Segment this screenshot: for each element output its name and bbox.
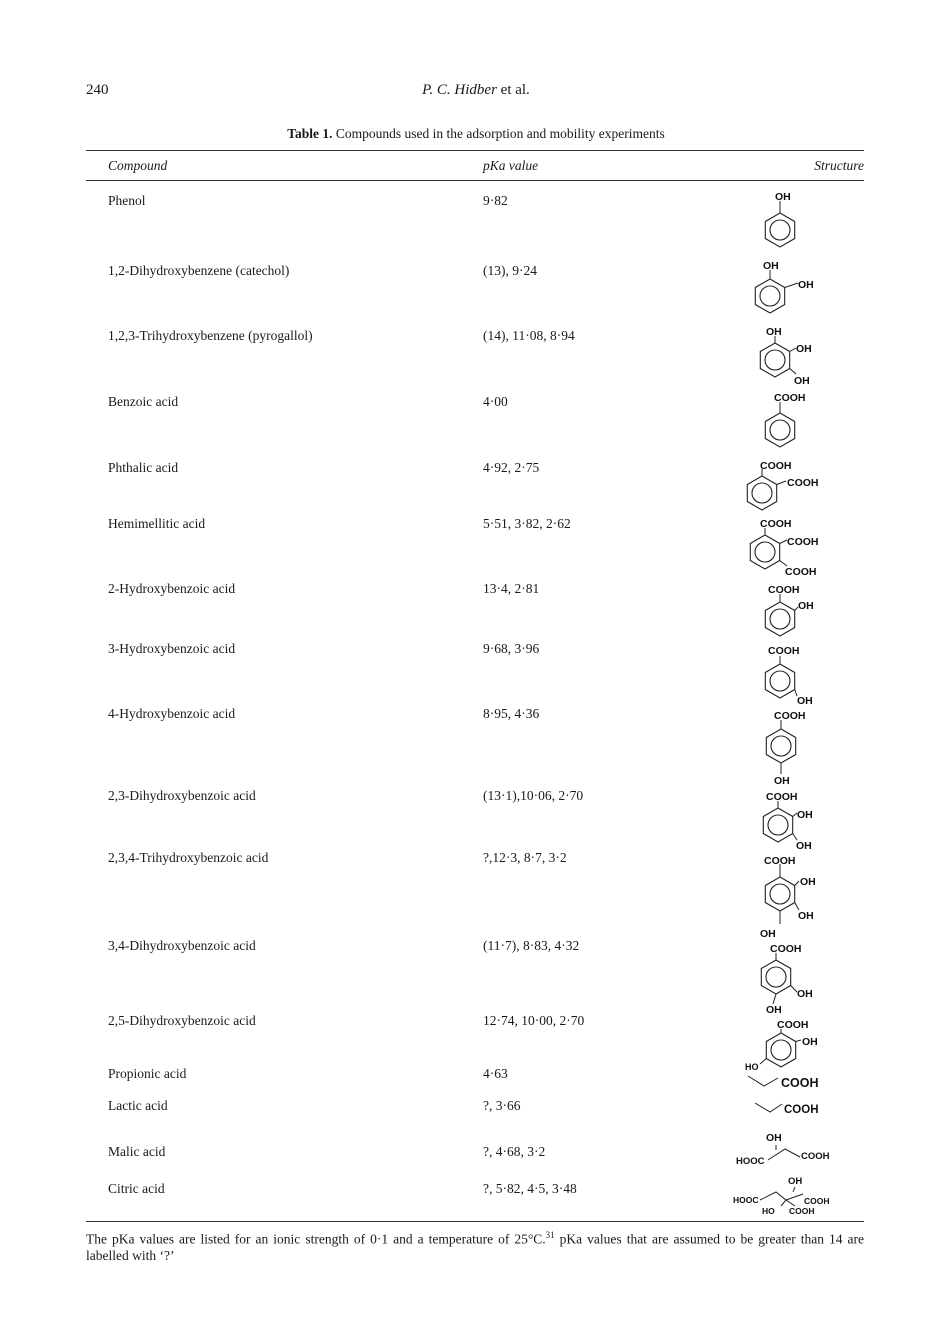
oh-label: OH [798,600,814,612]
structure-malic-acid [736,1132,830,1167]
compound-name: Lactic acid [108,1098,168,1113]
oh-label: OH [796,343,812,355]
footnote-text: The pKa values are listed for an ionic strength of 0·1 and a temperature of 25°C. [86,1231,546,1247]
table-title: Compounds used in the adsorption and mobility experiments [335,126,665,141]
compound-name: Hemimellitic acid [108,516,206,531]
structure-phthalic-acid [747,460,818,510]
running-head-authors: P. C. Hidber [422,82,497,98]
compound-name: Citric acid [108,1181,165,1196]
oh-label: OH [798,910,814,922]
pka-value: 4·63 [483,1066,508,1081]
cooh-label: COOH [768,645,800,657]
compound-name: 1,2,3-Trihydroxybenzene (pyrogallol) [108,328,313,343]
structure-phenol [765,191,794,247]
table-footnote [86,1227,864,1264]
pka-value: 4·00 [483,394,508,409]
footnote-text-continued: pKa values that are assumed to be greater than 14 are labelled with ‘?’ [86,1231,864,1263]
structure-2,3,4-trihydroxybenzoic-acid [760,855,816,940]
compound-name: 3,4-Dihydroxybenzoic acid [108,938,256,953]
cooh-label: COOH [768,584,800,596]
pka-value: 8·95, 4·36 [483,706,540,721]
oh-label: OH [760,928,776,940]
compound-name: Phenol [108,193,146,208]
cooh-label: COOH [787,536,819,548]
cooh-label: COOH [777,1019,809,1031]
oh-label: OH [774,775,790,787]
oh-label: OH [766,326,782,338]
running-head-etal: et al. [500,82,530,98]
cooh-label: COOH [785,566,817,578]
structure-benzoic-acid [765,392,805,447]
pka-value: ?, 5·82, 4·5, 3·48 [483,1181,577,1196]
oh-label: OH [797,695,813,707]
cooh-label: COOH [784,1104,819,1116]
structure-propionic-acid [748,1076,819,1090]
compound-name: 2,5-Dihydroxybenzoic acid [108,1013,256,1028]
compound-name: Propionic acid [108,1066,187,1081]
pka-value: 12·74, 10·00, 2·70 [483,1013,585,1028]
cooh-label: COOH [781,1076,819,1090]
table-label: Table 1. [287,126,333,141]
column-header-structure: Structure [814,158,864,173]
pka-value: ?, 3·66 [483,1098,521,1113]
page-number: 240 [86,82,109,98]
cooh-label: COOH [801,1151,830,1162]
oh-label: OH [794,375,810,387]
cooh-label: COOH [770,943,802,955]
oh-label: OH [766,1132,782,1144]
ho-label: HO [745,1062,759,1072]
oh-label: OH [766,1004,782,1016]
oh-label: OH [797,988,813,1000]
pka-value: (13), 9·24 [483,263,537,278]
hooc-label: HOOC [733,1195,759,1205]
structure-citric-acid [733,1176,830,1216]
compound-name: Benzoic acid [108,394,179,409]
structure-4-hydroxybenzoic-acid [766,710,805,787]
compound-name: 4-Hydroxybenzoic acid [108,706,236,721]
oh-label: OH [798,279,814,291]
cooh-label: COOH [764,855,796,867]
oh-label: OH [775,191,791,203]
structure-hemimellitic-acid [750,518,818,578]
cooh-label: COOH [760,460,792,472]
cooh-label: COOH [774,710,806,722]
oh-label: OH [796,840,812,852]
oh-label: OH [797,809,813,821]
structure-lactic-acid [755,1103,819,1116]
structure-2,3-dihydroxybenzoic-acid [763,791,812,852]
cooh-label: COOH [760,518,792,530]
pka-value: (11·7), 8·83, 4·32 [483,938,580,953]
compound-name: 3-Hydroxybenzoic acid [108,641,236,656]
cooh-label: COOH [789,1206,815,1216]
pka-value: (13·1),10·06, 2·70 [483,788,584,803]
column-header-pka: pKa value [483,158,539,173]
pka-value: 9·82 [483,193,508,208]
cooh-label: COOH [804,1196,830,1206]
cooh-label: COOH [774,392,806,404]
compound-name: 2-Hydroxybenzoic acid [108,581,236,596]
oh-label: OH [800,876,816,888]
compound-name: 2,3,4-Trihydroxybenzoic acid [108,850,269,865]
pka-value: 13·4, 2·81 [483,581,540,596]
table-bottom-rule [86,1221,864,1222]
pka-value: (14), 11·08, 8·94 [483,328,575,343]
pka-value: ?,12·3, 8·7, 3·2 [483,850,567,865]
footnote-reference: 31 [545,1230,555,1240]
structure-3-hydroxybenzoic-acid [765,645,812,707]
ho-label: HO [762,1206,775,1216]
structure-2-hydroxybenzoic-acid [765,584,813,636]
compound-name: 2,3-Dihydroxybenzoic acid [108,788,256,803]
pka-value: 4·92, 2·75 [483,460,540,475]
structure-3,4-dihydroxybenzoic-acid [761,943,812,1016]
oh-label: OH [763,260,779,272]
compound-name: Malic acid [108,1144,166,1159]
structure-catechol [755,260,813,313]
hooc-label: HOOC [736,1156,765,1167]
structure-pyrogallol [760,326,811,387]
compound-name: 1,2-Dihydroxybenzene (catechol) [108,263,290,278]
oh-label: OH [788,1176,803,1187]
compound-name: Phthalic acid [108,460,179,475]
pka-value: 9·68, 3·96 [483,641,540,656]
column-header-compound: Compound [108,158,168,173]
pka-value: 5·51, 3·82, 2·62 [483,516,571,531]
pka-value: ?, 4·68, 3·2 [483,1144,546,1159]
cooh-label: COOH [787,477,819,489]
cooh-label: COOH [766,791,798,803]
structure-2,5-dihydroxybenzoic-acid [745,1019,818,1072]
oh-label: OH [802,1036,818,1048]
